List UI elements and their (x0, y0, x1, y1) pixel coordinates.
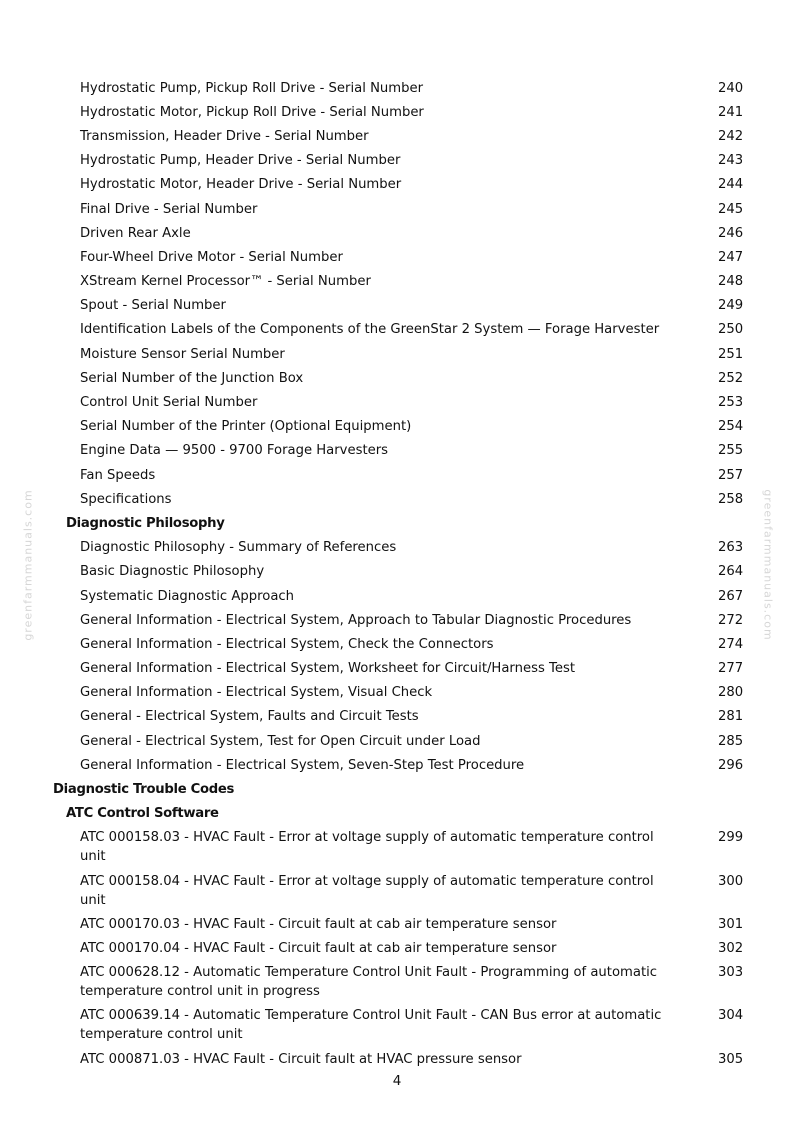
toc-entry-title: ATC 000628.12 - Automatic Temperature Control Unit Fault - Programming of automatic temperature control unit in progress (80, 965, 658, 1000)
toc-entry[interactable] (0, 869, 794, 912)
toc-entry[interactable] (0, 197, 794, 221)
toc-entry-page: 255 (718, 443, 744, 459)
toc-entry-page: 285 (718, 733, 744, 749)
toc-entry-page: 302 (718, 940, 744, 956)
toc-entry-title: General Information - Electrical System, Worksheet for Circuit/Harness Test (80, 661, 575, 677)
toc-entry[interactable] (0, 245, 794, 269)
toc-entry-page: 272 (718, 612, 744, 628)
toc-entry[interactable] (0, 318, 794, 342)
toc-entry-title: Final Drive - Serial Number (80, 201, 258, 217)
toc-entry[interactable] (0, 608, 794, 632)
toc-entry-page: 250 (718, 322, 744, 338)
toc-entry-title: General - Electrical System, Test for Open Circuit under Load (80, 733, 481, 749)
toc-section-heading (0, 511, 794, 535)
toc-entry-page: 304 (718, 1008, 744, 1024)
watermark-right: greenfarmmanuals.com (761, 489, 775, 641)
toc-entry-page: 253 (718, 395, 744, 411)
toc-entry[interactable] (0, 173, 794, 197)
toc-entry-page: 242 (718, 128, 744, 144)
toc-entry-title: ATC 000170.03 - HVAC Fault - Circuit fault at cab air temperature sensor (80, 916, 557, 932)
toc-entry[interactable] (0, 681, 794, 705)
toc-entry-title: Diagnostic Trouble Codes (53, 782, 235, 798)
toc-entry-page: 246 (718, 225, 744, 241)
toc-entry[interactable] (0, 912, 794, 936)
toc-entry[interactable] (0, 826, 794, 869)
toc-entry-title: Hydrostatic Motor, Pickup Roll Drive - Serial Number (80, 104, 424, 120)
toc-entry[interactable] (0, 1047, 794, 1071)
toc-entry[interactable] (0, 294, 794, 318)
toc-entry-title: General - Electrical System, Faults and Circuit Tests (80, 709, 419, 725)
toc-entry-page: 249 (718, 298, 744, 314)
toc-entry[interactable] (0, 560, 794, 584)
toc-entry-title: Driven Rear Axle (80, 225, 191, 241)
toc-entry-page: 305 (718, 1051, 744, 1067)
toc-entry-title: Four-Wheel Drive Motor - Serial Number (80, 249, 343, 265)
toc-entry-page: 247 (718, 249, 744, 265)
toc-entry[interactable] (0, 366, 794, 390)
toc-entry-page: 274 (718, 636, 744, 652)
toc-entry-title: General Information - Electrical System, Seven-Step Test Procedure (80, 757, 525, 773)
toc-entry[interactable] (0, 536, 794, 560)
toc-entry[interactable] (0, 705, 794, 729)
toc-entry-title: Specifications (80, 491, 172, 507)
toc-entry-title: Identification Labels of the Components of the GreenStar 2 System — Forage Harvester (80, 322, 660, 338)
toc-section-heading (0, 777, 794, 801)
toc-entry-title: ATC 000158.04 - HVAC Fault - Error at voltage supply of automatic temperature control unit (80, 873, 654, 908)
toc-entry-page: 281 (718, 709, 744, 725)
toc-entry-title: ATC 000158.03 - HVAC Fault - Error at voltage supply of automatic temperature control unit (80, 830, 654, 865)
toc-entry-page: 251 (718, 346, 744, 362)
toc-entry[interactable] (0, 270, 794, 294)
toc-entry[interactable] (0, 584, 794, 608)
toc-entry[interactable] (0, 487, 794, 511)
toc-entry-title: Diagnostic Philosophy (66, 515, 225, 531)
toc-entry[interactable] (0, 1004, 794, 1047)
toc-entry-page: 301 (718, 916, 744, 932)
toc-entry[interactable] (0, 149, 794, 173)
toc-entry-title: General Information - Electrical System, Check the Connectors (80, 636, 494, 652)
toc-entry[interactable] (0, 936, 794, 960)
toc-entry-page: 244 (718, 177, 744, 193)
toc-entry-page: 258 (718, 491, 744, 507)
toc-entry[interactable] (0, 632, 794, 656)
toc-entry[interactable] (0, 657, 794, 681)
watermark-left: greenfarmmanuals.com (21, 489, 35, 641)
toc-entry-title: Basic Diagnostic Philosophy (80, 564, 265, 580)
table-of-contents (0, 76, 794, 1071)
toc-entry-page: 254 (718, 419, 744, 435)
toc-entry-title: Control Unit Serial Number (80, 395, 258, 411)
toc-entry-page: 299 (718, 830, 744, 846)
toc-entry-page: 264 (718, 564, 744, 580)
toc-entry-page: 280 (718, 685, 744, 701)
toc-entry-title: Hydrostatic Pump, Pickup Roll Drive - Serial Number (80, 80, 424, 96)
toc-entry-title: General Information - Electrical System, Approach to Tabular Diagnostic Procedures (80, 612, 632, 628)
toc-entry-page: 240 (718, 80, 744, 96)
toc-entry-page: 267 (718, 588, 744, 604)
toc-entry-title: Hydrostatic Pump, Header Drive - Serial Number (80, 153, 401, 169)
toc-entry-page: 243 (718, 153, 744, 169)
toc-entry[interactable] (0, 415, 794, 439)
toc-entry[interactable] (0, 124, 794, 148)
toc-entry-page: 277 (718, 661, 744, 677)
toc-entry-title: XStream Kernel Processor™ - Serial Number (80, 274, 371, 290)
toc-entry[interactable] (0, 100, 794, 124)
toc-entry-page: 263 (718, 540, 744, 556)
toc-entry-page: 241 (718, 104, 744, 120)
toc-entry[interactable] (0, 342, 794, 366)
toc-section-heading (0, 802, 794, 826)
toc-entry-title: General Information - Electrical System, Visual Check (80, 685, 433, 701)
toc-entry-title: Serial Number of the Junction Box (80, 370, 304, 386)
toc-entry-title: Diagnostic Philosophy - Summary of References (80, 540, 397, 556)
toc-entry[interactable] (0, 463, 794, 487)
toc-entry-title: Spout - Serial Number (80, 298, 226, 314)
toc-entry[interactable] (0, 753, 794, 777)
toc-entry-page: 248 (718, 274, 744, 290)
toc-entry[interactable] (0, 221, 794, 245)
toc-entry-title: Transmission, Header Drive - Serial Number (80, 128, 369, 144)
toc-entry-title: Engine Data — 9500 - 9700 Forage Harvesters (80, 443, 389, 459)
toc-entry-title: Fan Speeds (80, 467, 156, 483)
toc-entry[interactable] (0, 961, 794, 1004)
toc-entry-page: 296 (718, 757, 744, 773)
toc-entry[interactable] (0, 439, 794, 463)
toc-entry-page: 303 (718, 965, 744, 981)
toc-entry[interactable] (0, 76, 794, 100)
toc-entry-title: ATC 000170.04 - HVAC Fault - Circuit fault at cab air temperature sensor (80, 940, 557, 956)
toc-entry[interactable] (0, 390, 794, 414)
toc-entry-title: ATC 000871.03 - HVAC Fault - Circuit fault at HVAC pressure sensor (80, 1051, 522, 1067)
toc-entry-title: Serial Number of the Printer (Optional Equipment) (80, 419, 412, 435)
toc-entry-title: Hydrostatic Motor, Header Drive - Serial Number (80, 177, 402, 193)
toc-entry-page: 257 (718, 467, 744, 483)
toc-entry-page: 252 (718, 370, 744, 386)
toc-entry-page: 245 (718, 201, 744, 217)
toc-entry-title: Systematic Diagnostic Approach (80, 588, 295, 604)
toc-entry-title: ATC 000639.14 - Automatic Temperature Control Unit Fault - CAN Bus error at automatic temperature control unit (80, 1008, 662, 1043)
toc-entry-title: ATC Control Software (66, 806, 219, 822)
toc-entry-page: 300 (718, 873, 744, 889)
page-number: 4 (392, 1073, 402, 1089)
toc-entry-title: Moisture Sensor Serial Number (80, 346, 285, 362)
toc-entry[interactable] (0, 729, 794, 753)
